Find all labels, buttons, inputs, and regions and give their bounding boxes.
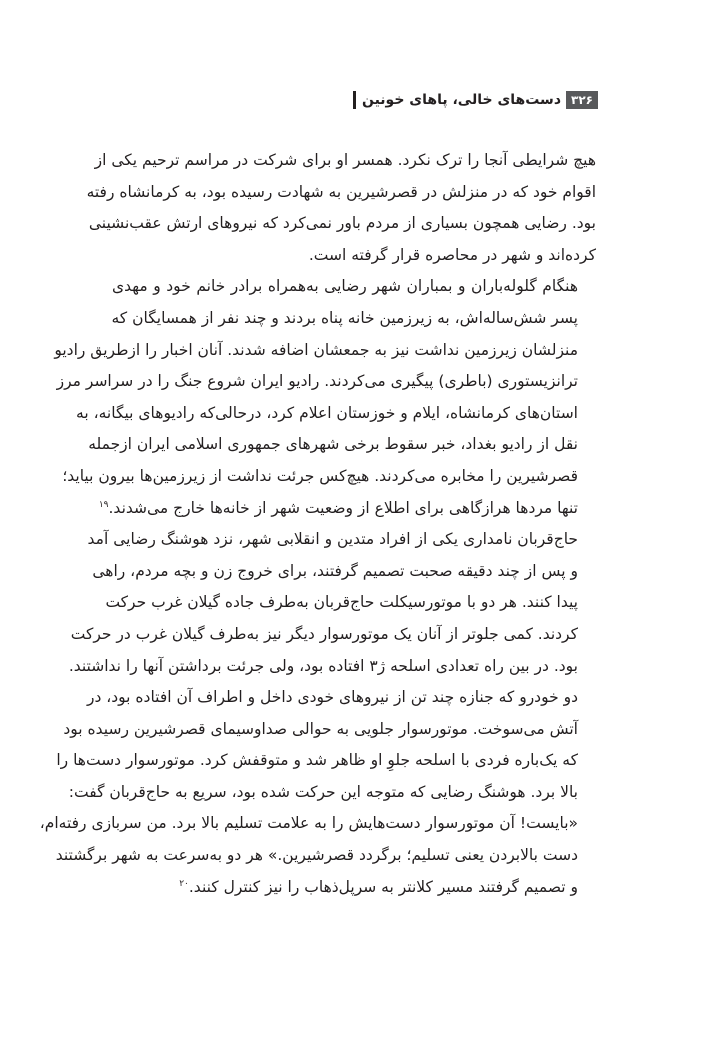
text-line: کرده‌اند و شهر در محاصره قرار گرفته است.: [308, 245, 596, 264]
running-header: [353, 88, 598, 112]
text-line: و تصمیم گرفتند مسیر کلانتر به سرپل‌ذهاب را نیز کنترل کنند.$^{۲۰}$: [179, 877, 578, 896]
text-line: استان‌های کرمانشاه، ایلام و خوزستان اعلام کرد، درحالی‌که رادیوهای بیگانه، به: [76, 403, 578, 422]
book-title: دست‌های خالی، پاهای خونین: [361, 92, 562, 108]
text-line: و پس از چند دقیقه صحبت تصمیم گرفتند، برای خروج زن و بچه مردم، راهی: [92, 561, 578, 580]
footnote-marker[interactable]: ۲۰: [179, 878, 189, 889]
header-divider-bar: [353, 91, 356, 109]
paragraph: [39, 524, 596, 903]
paragraph: [54, 271, 596, 524]
text-line: هنگام گلوله‌باران و بمباران شهر رضایی به‌همراه برادر خانم خود و مهدی: [112, 277, 578, 296]
text-line: پسر شش‌ساله‌اش، به زیرزمین خانه پناه بردند و چند نفر از همسایگان که: [111, 308, 578, 327]
text-line: منزلشان زیرزمین نداشت نیز به جمعشان اضافه شدند. آنان اخبار را ازطریق رادیو: [54, 340, 578, 359]
text-line: بالا برد. هوشنگ رضایی که متوجه این حرکت شده بود، سریع به حاج‌قربان گفت:: [68, 782, 578, 801]
text-line: بود. رضایی همچون بسیاری از مردم باور نمی‌کرد که نیروهای ارتش عقب‌نشینی: [88, 214, 596, 233]
text-line: کردند. کمی جلوتر از آنان یک موتورسوار دیگر نیز به‌طرف گیلان غرب در حرکت: [70, 624, 578, 643]
text-line: هیچ شرایطی آنجا را ترک نکرد. همسر او برای شرکت در مراسم ترحیم یکی از: [94, 151, 596, 169]
text-line: آتش می‌سوخت. موتورسوار جلویی به حوالی صداوسیمای قصرشیرین رسیده بود: [63, 719, 578, 738]
text-line: قصرشیرین را مخابره می‌کردند. هیچ‌کس جرئت نداشت از زیرزمین‌ها بیرون بیاید؛: [62, 466, 578, 485]
page-number: ۳۲۶: [566, 91, 598, 109]
text-line: نقل از رادیو بغداد، خبر سقوط برخی شهرهای جمهوری اسلامی ایران ازجمله: [88, 435, 578, 454]
text-line: دست بالابردن یعنی تسلیم؛ برگردد قصرشیرین.» هر دو به‌سرعت به شهر برگشتند: [55, 846, 578, 865]
footnote-marker[interactable]: ۱۹: [98, 499, 109, 510]
text-line: پیدا کنند. هر دو با موتورسیکلت حاج‌قربان به‌طرف جاده گیلان غرب حرکت: [105, 593, 578, 612]
paragraph: [86, 145, 596, 271]
text-line: تنها مردها هرازگاهی برای اطلاع از وضعیت شهر از خانه‌ها خارج می‌شدند.$^{۱۹}$: [98, 498, 578, 517]
text-line: که یک‌باره فردی با اسلحه جلوِ او ظاهر شد و متوقفش کرد. موتورسوار دست‌ها را: [56, 751, 578, 770]
text-line: دو خودرو که جنازه چند تن از نیروهای خودی داخل و اطراف آن افتاده بود، در: [86, 688, 578, 707]
body-text: [39, 145, 596, 903]
text-line: «بایست! آن موتورسوار دست‌هایش را به علامت تسلیم بالا برد. من سربازی رفته‌ام،: [39, 814, 578, 833]
text-line: بود. در بین راه تعدادی اسلحه ژ۳ افتاده بود، ولی جرئت برداشتن آنها را نداشتند.: [68, 656, 578, 675]
text-line: اقوام خود که در منزلش در قصرشیرین به شهادت رسیده بود، به کرمانشاه رفته: [86, 182, 596, 201]
text-line: حاج‌قربان نامداری یکی از افراد متدین و انقلابی شهر، نزد هوشنگ رضایی آمد: [87, 530, 578, 549]
text-line: ترانزیستوری (باطری) پیگیری می‌کردند. رادیو ایران شروع جنگ را در سراسر مرز: [56, 372, 578, 391]
